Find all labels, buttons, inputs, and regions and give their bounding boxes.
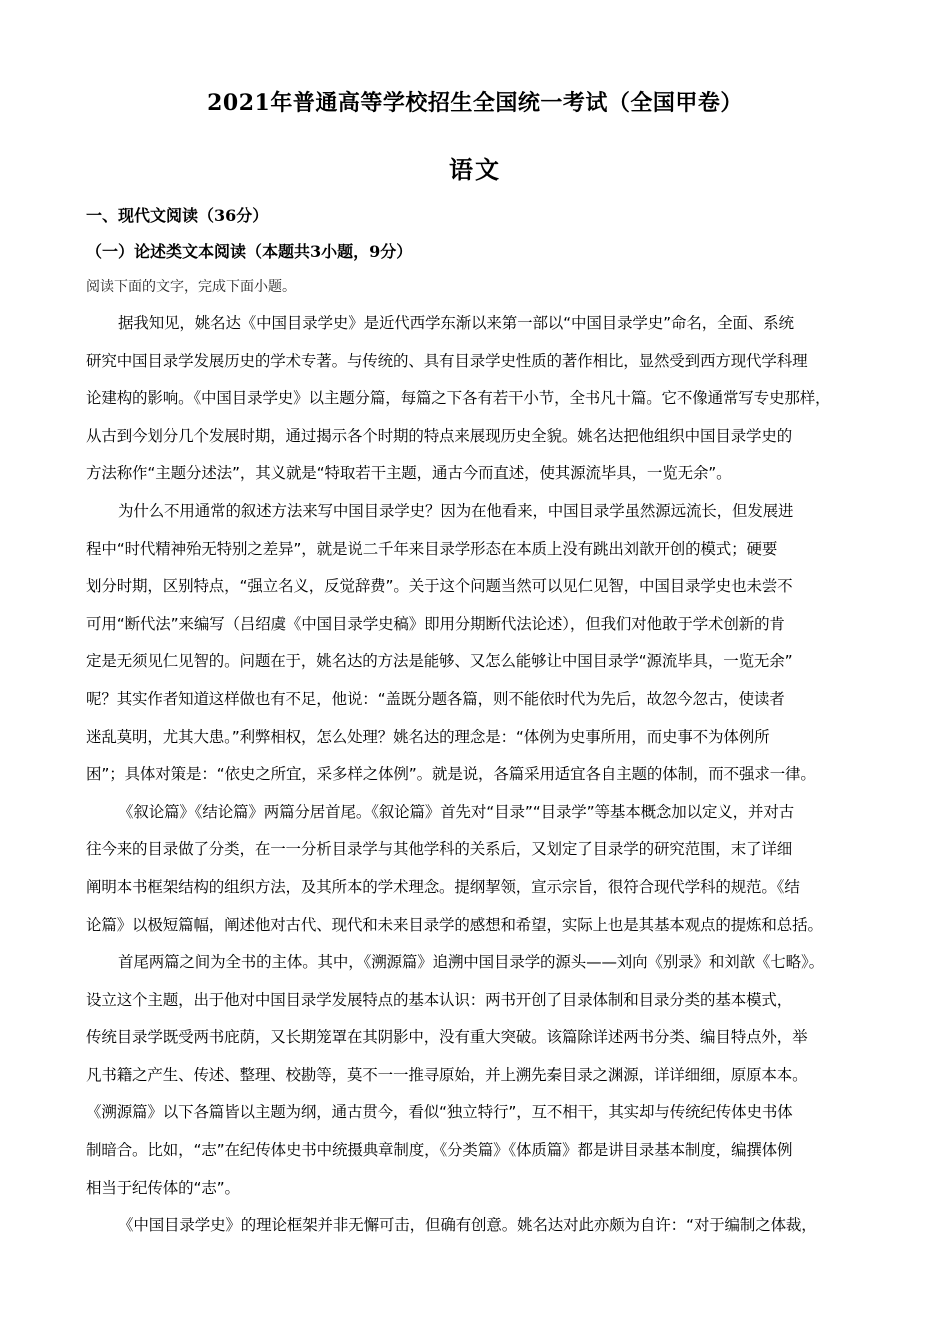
text-line: 往今来的目录做了分类，在一一分析目录学与其他学科的关系后，又划定了目录学的研究范围，末了详细 <box>86 840 793 859</box>
text-line: 设立这个主题，出于他对中国目录学发展特点的基本认识：两书开创了目录体制和目录分类的基本模式， <box>86 990 793 1009</box>
reading-instruction: 阅读下面的文字，完成下面小题。 <box>86 279 296 295</box>
subject-title: 语文 <box>449 155 501 184</box>
text-line: 《中国目录学史》的理论框架并非无懈可击，但确有创意。姚名达对此亦颇为自许：“对于编制之体裁， <box>118 1216 817 1235</box>
text-line: 阐明本书框架结构的组织方法，及其所本的学术理念。提纲挈领，宣示宗旨，很符合现代学科的规范。《结 <box>86 877 800 896</box>
section-heading: 一、现代文阅读（36分） <box>86 206 269 225</box>
paragraph <box>86 493 868 794</box>
text-line: 相当于纪传体的“志”。 <box>86 1178 240 1197</box>
text-line: 为什么不用通常的叙述方法来写中国目录学史？因为在他看来，中国目录学虽然源远流长，但发展进 <box>118 501 794 520</box>
text-line: 迷乱莫明，尤其大患。”利弊相权，怎么处理？姚名达的理念是：“体例为史事所用，而史事不为体例所 <box>86 727 770 746</box>
text-line: 程中“时代精神殆无特别之差异”，就是说二千年来目录学形态在本质上没有跳出刘歆开创的模式；硬要 <box>86 539 778 558</box>
text-line: 困”；具体对策是：“依史之所宜，采多样之体例”。就是说，各篇采用适宜各自主题的体制，而不强求一律。 <box>86 765 816 784</box>
text-line: 据我知见，姚名达《中国目录学史》是近代西学东渐以来第一部以“中国目录学史”命名，全面、系统 <box>118 314 794 332</box>
text-line: 凡书籍之产生、传述、整理、校勘等，莫不一一推寻原始，并上溯先秦目录之渊源，详详细细，原原本本。 <box>86 1065 808 1084</box>
paragraph <box>86 944 868 1207</box>
paragraph <box>86 1207 868 1245</box>
text-line: 呢？其实作者知道这样做也有不足，他说：“盖既分题各篇，则不能依时代为先后，故忽今忽古，使读者 <box>86 689 785 708</box>
text-line: 传统目录学既受两书庇荫，又长期笼罩在其阴影中，没有重大突破。该篇除详述两书分类、编目特点外，举 <box>86 1028 808 1047</box>
text-line: 制暗合。比如，“志”在纪传体史书中统摄典章制度，《分类篇》《体质篇》都是讲目录基本制度，编撰体例 <box>86 1141 793 1160</box>
text-line: 研究中国目录学发展历史的学术专著。与传统的、具有目录学史性质的著作相比，显然受到西方现代学科理 <box>86 351 808 370</box>
text-line: 定是无须见仁见智的。问题在于，姚名达的方法是能够、又怎么能够让中国目录学“源流毕具，一览无余” <box>86 652 793 671</box>
text-line: 首尾两篇之间为全书的主体。其中，《溯源篇》追溯中国目录学的源头——刘向《别录》和刘歆《七略》。 <box>118 953 824 972</box>
text-line: 从古到今划分几个发展时期，通过揭示各个时期的特点来展现历史全貌。姚名达把他组织中国目录学史的 <box>86 426 793 445</box>
text-line: 论篇》以极短篇幅，阐述他对古代、现代和未来目录学的感想和希望，实际上也是其基本观点的提炼和总括。 <box>86 915 823 934</box>
paragraph <box>86 794 868 944</box>
text-line: 可用“断代法”来编写（吕绍虞《中国目录学史稿》即用分期断代法论述），但我们对他敢于学术创新的肯 <box>86 614 785 633</box>
exam-title: 2021年普通高等学校招生全国统一考试（全国甲卷） <box>207 90 743 116</box>
text-line: 方法称作“主题分述法”，其义就是“特取若干主题，通古今而直述，使其源流毕具，一览无余”。 <box>86 464 732 483</box>
text-line: 论建构的影响。《中国目录学史》以主题分篇，每篇之下各有若干小节，全书凡十篇。它不像通常写专史那样， <box>86 389 831 408</box>
paragraph <box>86 305 868 493</box>
text-line: 划分时期，区别特点，“强立名义，反觉辞费”。关于这个问题当然可以见仁见智，中国目录学史也未尝不 <box>86 577 793 596</box>
reading-passage <box>86 305 868 1245</box>
text-line: 《叙论篇》《结论篇》两篇分居首尾。《叙论篇》首先对“目录”“目录学”等基本概念加以定义，并对古 <box>118 802 795 821</box>
subsection-heading: （一）论述类文本阅读（本题共3小题，9分） <box>86 242 413 261</box>
text-line: 《溯源篇》以下各篇皆以主题为纲，通古贯今，看似“独立特行”，互不相干，其实却与传统纪传体史书体 <box>86 1103 793 1122</box>
